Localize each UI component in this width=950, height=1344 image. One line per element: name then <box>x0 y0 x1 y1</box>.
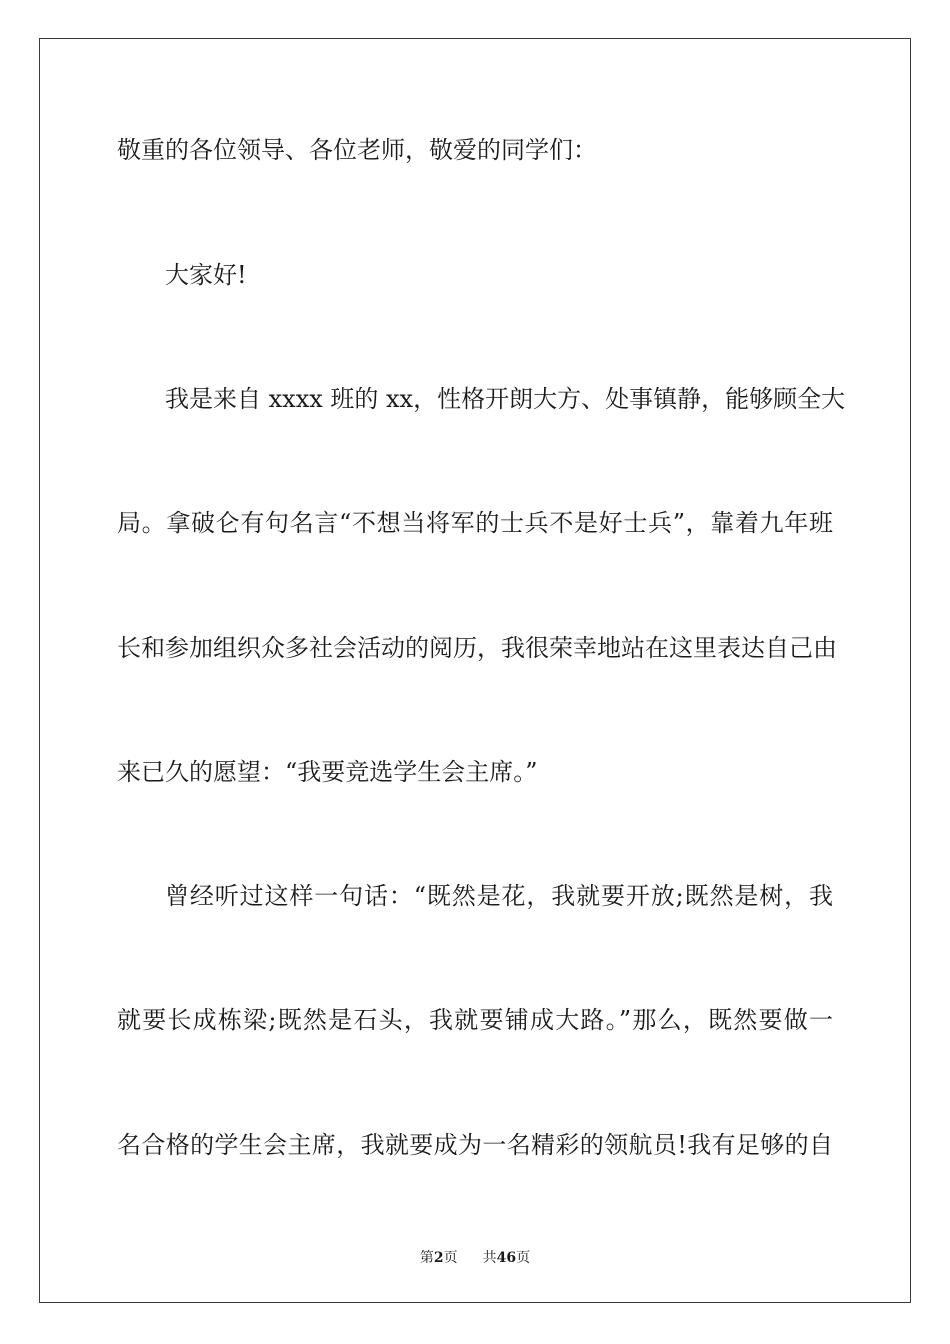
total-pages-indicator: 共46页 <box>482 1250 531 1266</box>
paragraph-1-line-4: 来已久的愿望：“我要竞选学生会主席。” <box>117 758 538 786</box>
paragraph-1-line-2: 局。拿破仑有句名言“不想当将军的士兵不是好士兵”，靠着九年班 <box>117 509 833 537</box>
paragraph-1-line-3: 长和参加组织众多社会活动的阅历，我很荣幸地站在这里表达自己由 <box>117 634 837 662</box>
total-pages-number: 46 <box>496 1250 517 1266</box>
paragraph-2-line-2: 就要长成栋梁;既然是石头，我就要铺成大路。”那么，既然要做一 <box>117 1006 833 1034</box>
paragraph-2-line-1: 曾经听过这样一句话：“既然是花，我就要开放;既然是树，我 <box>165 882 833 910</box>
page-border <box>39 38 911 1303</box>
paragraph-1-line-1: 我是来自 xxxx 班的 xx，性格开朗大方、处事镇静，能够顾全大 <box>165 385 846 413</box>
greeting-line: 大家好! <box>165 261 247 289</box>
page-indicator: 第2页 <box>419 1250 458 1266</box>
current-page-number: 2 <box>433 1250 444 1266</box>
page-footer <box>0 1249 950 1267</box>
salutation-line: 敬重的各位领导、各位老师，敬爱的同学们： <box>117 136 597 164</box>
paragraph-2-line-3: 名合格的学生会主席，我就要成为一名精彩的领航员!我有足够的自 <box>117 1131 833 1159</box>
